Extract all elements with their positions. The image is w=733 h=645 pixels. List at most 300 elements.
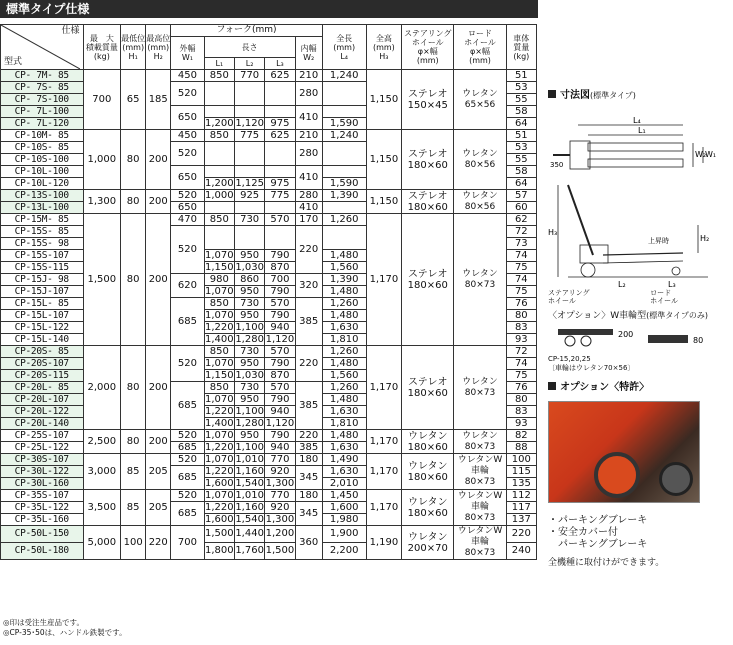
model-cell: CP-15S- 98 (1, 238, 84, 250)
option-patent (548, 378, 728, 568)
option-w-note: CP-15,20,25 〔車輪はウレタン70×56〕 (548, 355, 635, 372)
l2-cell: 950 (234, 286, 264, 298)
mass-cell: 80 (506, 394, 536, 406)
outer-width-cell: 470 (171, 214, 204, 226)
outer-width-cell: 520 (171, 226, 204, 274)
model-cell: CP-15S- 85 (1, 226, 84, 238)
l2-cell: 775 (234, 130, 264, 142)
h1-cell: 65 (121, 70, 146, 130)
steering-wheel-cell: ウレタン 200×70 (402, 526, 454, 560)
l1-cell: 850 (204, 70, 234, 82)
load-cell: 3,000 (83, 454, 121, 490)
header-max-height: 最高位 (mm) H₂ (146, 25, 171, 70)
l2-cell: 925 (234, 190, 264, 202)
outer-width-cell: 520 (171, 82, 204, 106)
l2-cell: 1,030 (235, 261, 264, 273)
total-length-cell (322, 226, 366, 250)
outer-width-cell: 650 (171, 202, 204, 214)
mass-cell: 75 (506, 286, 536, 298)
mass-cell: 53 (506, 142, 536, 154)
l2-cell: 1,160 (235, 501, 264, 513)
l1-cell: 980 (204, 274, 234, 286)
outer-width-cell: 520 (171, 142, 204, 166)
total-length-cell: 1,590 (322, 118, 366, 130)
model-cell: CP-15J- 98 (1, 274, 84, 286)
total-length-cell: 1,390 (322, 274, 366, 286)
h2-cell: 200 (146, 190, 171, 214)
total-length-cell: 1,390 (322, 190, 366, 202)
h2-cell: 205 (146, 454, 171, 490)
h1-cell: 80 (121, 214, 146, 346)
l1-cell: 1,400 (205, 417, 234, 429)
steering-wheel-label: ステアリング ホイール (548, 289, 590, 305)
load-wheel-cell: ウレタン 80×73 (454, 214, 506, 346)
feature-safety-cover: ・ 安全カバー付 パーキングブレーキ (548, 527, 728, 551)
corner-header (1, 25, 84, 70)
svg-text:80: 80 (693, 336, 704, 345)
mass-cell: 76 (506, 382, 536, 394)
model-cell: CP-50L-180 (1, 543, 84, 560)
l3-cell (265, 82, 295, 106)
h2-cell: 220 (146, 526, 171, 560)
outer-width-cell: 450 (171, 130, 204, 142)
total-length-cell (322, 106, 366, 118)
model-cell: CP-30L-122 (1, 466, 84, 478)
l2-cell: 1,100 (235, 321, 264, 333)
header-mass: 車体 質量 (kg) (506, 25, 536, 70)
l1-cell: 1,070 (205, 309, 234, 321)
mass-cell: 93 (506, 418, 536, 430)
inner-width-cell: 220 (295, 430, 322, 442)
l3-cell: 870 (265, 370, 295, 382)
mass-cell: 100 (506, 454, 536, 466)
load-wheel-cell: ウレタンW車輪 80×73 (454, 526, 506, 560)
l1-cell: 1,220 (205, 405, 234, 417)
corner-bottom: 型式 (4, 57, 23, 67)
mass-cell: 58 (506, 106, 536, 118)
mass-cell: 72 (506, 226, 536, 238)
table-row (1, 490, 537, 502)
outer-width-cell: 650 (171, 166, 204, 190)
mass-cell: 53 (506, 82, 536, 94)
inner-width-cell: 280 (295, 82, 322, 106)
h2-cell: 200 (146, 430, 171, 454)
l2-cell: 1,540 (235, 477, 264, 489)
inner-width-cell: 410 (295, 202, 322, 214)
l2-cell: 1,010 (235, 489, 264, 501)
outer-width-cell: 520 (171, 346, 204, 382)
l1-cell: 1,220 (205, 501, 234, 513)
model-cell: CP-35L-160 (1, 514, 84, 526)
l2-cell: 950 (234, 310, 264, 322)
l1-cell: 1,070 (205, 489, 234, 501)
l3-cell: 790 (265, 310, 295, 322)
l1-cell: 1,600 (205, 477, 234, 489)
mass-cell: 220 (506, 526, 536, 543)
total-length-cell: 1,260 (322, 346, 366, 358)
load-cell: 1,500 (83, 214, 121, 346)
l3-cell: 790 (265, 358, 295, 370)
svg-text:L₄: L₄ (633, 116, 641, 125)
mass-cell: 60 (506, 202, 536, 214)
l3-cell: 1,200 (265, 526, 295, 543)
l2-cell: 860 (234, 274, 264, 286)
load-wheel-cell: ウレタン 80×56 (454, 190, 506, 214)
total-length-cell: 1,480 (322, 250, 366, 262)
model-cell: CP-13S-100 (1, 190, 84, 202)
model-cell: CP- 7L-120 (1, 118, 84, 130)
inner-width-cell: 180 (295, 454, 322, 466)
model-cell: CP-13L-100 (1, 202, 84, 214)
mass-cell: 240 (506, 543, 536, 560)
l3-cell: 770 (265, 454, 295, 466)
inner-width-cell: 170 (295, 214, 322, 226)
outer-width-cell: 685 (171, 502, 204, 526)
l2-cell: 730 (234, 382, 264, 394)
h3-cell: 1,170 (366, 490, 402, 526)
l1-cell: 1,200 (205, 117, 234, 129)
inner-width-cell: 385 (295, 298, 322, 346)
inner-width-cell: 385 (295, 442, 322, 454)
load-cell: 700 (83, 70, 121, 130)
mass-cell: 83 (506, 322, 536, 334)
l3-cell (265, 142, 295, 166)
total-length-cell: 1,480 (322, 394, 366, 406)
model-cell: CP-20L- 85 (1, 382, 84, 394)
svg-text:H₃: H₃ (548, 228, 558, 237)
model-cell: CP-30L-160 (1, 478, 84, 490)
model-cell: CP- 7M- 85 (1, 70, 84, 82)
model-cell: CP-10M- 85 (1, 130, 84, 142)
mass-cell: 137 (506, 514, 536, 526)
table-row (1, 454, 537, 466)
l1-cell: 1,500 (204, 526, 234, 543)
header-l3: L₃ (265, 58, 295, 70)
outer-width-cell: 700 (171, 526, 204, 560)
mass-cell: 62 (506, 214, 536, 226)
mass-cell: 75 (506, 370, 536, 382)
model-cell: CP-35S-107 (1, 490, 84, 502)
l1-cell: 850 (204, 346, 234, 358)
l2-cell: 1,100 (235, 405, 264, 417)
l2-cell: 1,280 (235, 333, 264, 345)
total-length-cell: 1,630 (322, 466, 366, 478)
dimension-section (548, 86, 728, 305)
load-cell: 1,300 (83, 190, 121, 214)
table-row (1, 346, 537, 358)
total-length-cell: 1,240 (322, 130, 366, 142)
total-length-cell: 1,810 (322, 334, 366, 346)
load-cell: 2,500 (83, 430, 121, 454)
total-length-cell: 2,200 (322, 543, 366, 560)
total-length-cell: 1,980 (322, 514, 366, 526)
corner-top: 仕様 (61, 26, 80, 36)
h3-cell: 1,170 (366, 454, 402, 490)
svg-text:W₂: W₂ (695, 150, 707, 159)
model-cell: CP-35L-122 (1, 502, 84, 514)
inner-width-cell: 280 (295, 190, 322, 202)
l3-cell: 1,120 (265, 333, 295, 345)
steering-wheel-cell: ステレオ 180×60 (402, 214, 454, 346)
outer-width-cell: 685 (171, 382, 204, 430)
total-length-cell (322, 166, 366, 178)
l2-cell (234, 82, 264, 106)
load-wheel-cell: ウレタン 80×73 (454, 346, 506, 430)
l1-cell: 1,070 (205, 249, 234, 261)
model-cell: CP-15L- 85 (1, 298, 84, 310)
header-l2: L₂ (234, 58, 264, 70)
inner-width-cell: 360 (295, 526, 322, 560)
l1-cell: 1,400 (205, 333, 234, 345)
load-cell: 1,000 (83, 130, 121, 190)
l1-cell: 850 (204, 130, 234, 142)
l3-cell: 790 (265, 430, 295, 442)
l2-cell: 730 (234, 346, 264, 358)
l2-cell: 1,440 (234, 526, 264, 543)
total-length-cell: 1,630 (322, 406, 366, 418)
option-footer: 全機種に取付けができます。 (548, 558, 665, 568)
l2-cell: 950 (234, 358, 264, 370)
l1-cell: 850 (204, 382, 234, 394)
load-cell: 3,500 (83, 490, 121, 526)
l2-cell: 1,010 (235, 453, 264, 465)
l2-cell (234, 106, 264, 118)
steering-wheel-cell: ステレオ 180×60 (402, 346, 454, 430)
h3-cell: 1,150 (366, 70, 402, 130)
total-length-cell: 1,630 (322, 322, 366, 334)
svg-text:W₁: W₁ (705, 150, 717, 159)
mass-cell: 74 (506, 358, 536, 370)
inner-width-cell: 345 (295, 466, 322, 490)
l1-cell: 1,070 (205, 393, 234, 405)
l3-cell: 1,300 (265, 513, 295, 525)
mass-cell: 55 (506, 94, 536, 106)
header-steering-wheel: ステアリング ホイール φ×幅 (mm) (402, 25, 454, 70)
l1-cell: 1,220 (205, 441, 234, 453)
h1-cell: 100 (121, 526, 146, 560)
table-row (1, 214, 537, 226)
steering-wheel-cell: ステレオ 180×60 (402, 130, 454, 190)
l2-cell: 1,760 (234, 543, 264, 560)
h3-cell: 1,150 (366, 190, 402, 214)
model-cell: CP-20L-107 (1, 394, 84, 406)
total-length-cell: 1,480 (322, 430, 366, 442)
l3-cell: 570 (265, 298, 295, 310)
l3-cell: 975 (265, 178, 295, 190)
l1-cell (204, 166, 234, 178)
l3-cell: 775 (265, 190, 295, 202)
inner-width-cell: 280 (295, 142, 322, 166)
mass-cell: 75 (506, 262, 536, 274)
inner-width-cell: 410 (295, 106, 322, 130)
mass-cell: 73 (506, 238, 536, 250)
h2-cell: 205 (146, 490, 171, 526)
h2-cell: 200 (146, 130, 171, 190)
l3-cell: 570 (265, 382, 295, 394)
l2-cell: 1,160 (235, 465, 264, 477)
model-cell: CP-25L-122 (1, 442, 84, 454)
svg-text:L₁: L₁ (638, 126, 646, 135)
steering-wheel-cell: ウレタン 180×60 (402, 490, 454, 526)
mass-cell: 76 (506, 298, 536, 310)
mass-cell: 112 (506, 490, 536, 502)
svg-text:L₃: L₃ (668, 280, 676, 289)
spec-table (0, 24, 537, 560)
l2-cell: 1,120 (235, 117, 264, 129)
header-load: 最 大 積載質量 (kg) (83, 25, 121, 70)
l3-cell: 1,300 (265, 477, 295, 489)
load-cell: 5,000 (83, 526, 121, 560)
outer-width-cell: 685 (171, 298, 204, 346)
h1-cell: 85 (121, 490, 146, 526)
spec-table-body (1, 70, 537, 560)
l1-cell (204, 82, 234, 106)
mass-cell: 80 (506, 310, 536, 322)
outer-width-cell: 620 (171, 274, 204, 298)
l3-cell: 570 (265, 214, 295, 226)
total-length-cell: 1,480 (322, 286, 366, 298)
wheel-graphic (659, 462, 693, 496)
mass-cell: 83 (506, 406, 536, 418)
l1-cell: 1,070 (205, 429, 234, 441)
svg-text:200: 200 (618, 330, 634, 339)
h3-cell: 1,170 (366, 214, 402, 346)
steering-wheel-cell: ウレタン 180×60 (402, 430, 454, 454)
mass-cell: 74 (506, 274, 536, 286)
l3-cell: 625 (265, 130, 295, 142)
wheel-graphic (594, 452, 640, 498)
square-bullet-icon (548, 90, 556, 98)
inner-width-cell: 210 (295, 130, 322, 142)
steering-wheel-cell: ステレオ 180×60 (402, 190, 454, 214)
table-row (1, 130, 537, 142)
inner-width-cell: 410 (295, 166, 322, 190)
h1-cell: 80 (121, 346, 146, 430)
l1-cell: 1,070 (205, 285, 234, 297)
l1-cell: 1,150 (205, 261, 234, 273)
l1-cell: 850 (204, 298, 234, 310)
mass-cell: 135 (506, 478, 536, 490)
svg-text:上昇時: 上昇時 (648, 237, 669, 245)
l2-cell: 950 (234, 394, 264, 406)
total-length-cell (322, 142, 366, 166)
l1-cell: 1,070 (205, 357, 234, 369)
inner-width-cell: 220 (295, 226, 322, 274)
total-length-cell: 1,260 (322, 298, 366, 310)
l1-cell (204, 142, 234, 166)
load-wheel-cell: ウレタン 65×56 (454, 70, 506, 130)
total-length-cell: 1,260 (322, 382, 366, 394)
svg-text:350: 350 (550, 161, 564, 169)
mass-cell: 117 (506, 502, 536, 514)
steering-wheel-cell: ウレタン 180×60 (402, 454, 454, 490)
total-length-cell: 1,450 (322, 490, 366, 502)
total-length-cell: 1,480 (322, 358, 366, 370)
inner-width-cell: 320 (295, 274, 322, 298)
mass-cell: 51 (506, 70, 536, 82)
l1-cell: 1,600 (205, 513, 234, 525)
notes (3, 618, 127, 638)
mass-cell: 57 (506, 190, 536, 202)
model-cell: CP-15L-140 (1, 334, 84, 346)
outer-width-cell: 520 (171, 490, 204, 502)
model-cell: CP- 7L-100 (1, 106, 84, 118)
total-length-cell: 1,260 (322, 214, 366, 226)
header-total-length: 全長 (mm) L₄ (322, 25, 366, 70)
l3-cell: 975 (265, 118, 295, 130)
l3-cell: 625 (265, 70, 295, 82)
header-inner-width: 内幅 W₂ (295, 37, 322, 70)
load-cell: 2,000 (83, 346, 121, 430)
l3-cell: 940 (265, 406, 295, 418)
header-fork: フォーク(mm) (171, 25, 322, 37)
l2-cell: 770 (234, 70, 264, 82)
header-length: 長さ (204, 37, 295, 58)
w-wheel-drawing (548, 321, 728, 355)
outer-width-cell: 520 (171, 454, 204, 466)
l2-cell: 1,540 (235, 513, 264, 525)
l2-cell: 950 (234, 430, 264, 442)
inner-width-cell: 210 (295, 70, 322, 82)
h1-cell: 80 (121, 430, 146, 454)
l1-cell (204, 226, 234, 250)
l3-cell: 870 (265, 262, 295, 274)
h1-cell: 80 (121, 190, 146, 214)
header-total-height: 全高 (mm) H₃ (366, 25, 402, 70)
load-wheel-cell: ウレタン 80×73 (454, 430, 506, 454)
l3-cell: 570 (265, 346, 295, 358)
option-patent-heading: オプション〈特許〉 (548, 378, 728, 393)
l3-cell: 1,120 (265, 417, 295, 429)
product-photo (548, 401, 700, 503)
l3-cell (265, 106, 295, 118)
total-length-cell: 1,600 (322, 502, 366, 514)
outer-width-cell: 685 (171, 466, 204, 490)
mass-cell: 58 (506, 166, 536, 178)
l3-cell (265, 226, 295, 250)
l1-cell: 1,150 (205, 369, 234, 381)
mass-cell: 115 (506, 466, 536, 478)
h3-cell: 1,190 (366, 526, 402, 560)
model-cell: CP-10L-100 (1, 166, 84, 178)
l3-cell (265, 202, 295, 214)
model-cell: CP-15J-107 (1, 286, 84, 298)
l2-cell: 1,100 (235, 441, 264, 453)
load-wheel-cell: ウレタン 80×56 (454, 130, 506, 190)
l3-cell: 920 (265, 466, 295, 478)
h3-cell: 1,170 (366, 430, 402, 454)
outer-width-cell: 450 (171, 70, 204, 82)
total-length-cell: 1,490 (322, 454, 366, 466)
l1-cell: 1,220 (205, 321, 234, 333)
mass-cell: 55 (506, 154, 536, 166)
header-min-height: 最低位 (mm) H₁ (121, 25, 146, 70)
l2-cell: 950 (234, 250, 264, 262)
mass-cell: 88 (506, 442, 536, 454)
l3-cell: 940 (265, 322, 295, 334)
table-row (1, 190, 537, 202)
square-bullet-icon (548, 382, 556, 390)
l2-cell: 1,125 (235, 177, 264, 189)
total-length-cell: 1,900 (322, 526, 366, 543)
model-cell: CP-10S- 85 (1, 142, 84, 154)
l1-cell (204, 202, 234, 214)
outer-width-cell: 520 (171, 430, 204, 442)
mass-cell: 93 (506, 334, 536, 346)
l1-cell: 1,220 (205, 465, 234, 477)
mass-cell: 51 (506, 130, 536, 142)
load-wheel-label: ロード ホイール (650, 289, 678, 305)
